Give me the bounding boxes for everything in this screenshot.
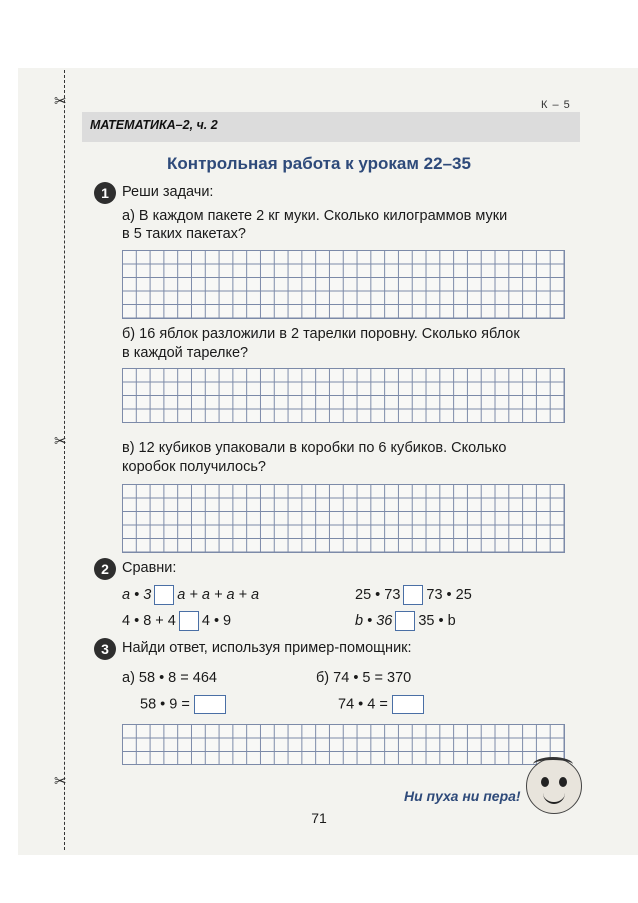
scissors-icon: ✂ [54,773,67,790]
answer-grid-1b[interactable] [122,368,565,423]
expression: 35 • b [418,612,456,629]
expression: b • 36 [355,612,393,629]
compare-answer-box[interactable] [395,611,415,631]
compare-row-1-right [355,585,472,605]
task1b-line1: б) 16 яблок разложили в 2 тарелки поровну. Сколько яблок [122,326,520,342]
expression: a • 3 [122,586,152,603]
scan-border [0,0,638,68]
task1-heading: Реши задачи: [122,184,214,200]
task3b-example: б) 74 • 5 = 370 [316,670,412,686]
task3a-example: а) 58 • 8 = 464 [122,670,217,686]
expression: 74 • 4 = [338,696,388,713]
answer-grid-1a[interactable] [122,250,565,319]
task1c-line1: в) 12 кубиков упаковали в коробки по 6 кубиков. Сколько [122,440,507,456]
answer-grid-1c[interactable] [122,484,565,553]
compare-row-2-left [122,611,231,631]
page-title: Контрольная работа к урокам 22–35 [167,154,471,173]
motto: Ни пуха ни пера! [404,788,521,804]
cut-line [64,70,65,850]
expression: a + a + a + a [177,586,260,603]
task1a-line2: в 5 таких пакетах? [122,226,246,242]
expression: 4 • 9 [201,612,232,629]
series-title: МАТЕМАТИКА–2, ч. 2 [90,118,218,132]
task3a-task [140,695,226,714]
expression: 4 • 8 + 4 [122,612,176,629]
compare-answer-box[interactable] [179,611,199,631]
test-code: К – 5 [541,99,571,111]
answer-box[interactable] [194,695,226,714]
task1a-line1: а) В каждом пакете 2 кг муки. Сколько килограммов муки [122,208,508,224]
scissors-icon: ✂ [54,93,67,110]
compare-answer-box[interactable] [403,585,423,605]
answer-grid-3[interactable] [122,724,565,765]
task-number-badge: 1 [94,182,116,204]
expression: 25 • 73 [355,586,401,603]
compare-row-1-left [122,585,259,605]
page-number: 71 [311,810,327,826]
task3b-task [338,695,424,714]
scissors-icon: ✂ [54,433,67,450]
task1b-line2: в каждой тарелке? [122,345,249,361]
answer-box[interactable] [392,695,424,714]
expression: 58 • 9 = [140,696,190,713]
expression: 73 • 25 [426,586,472,603]
task-number-badge: 2 [94,558,116,580]
compare-answer-box[interactable] [154,585,174,605]
task-number-badge: 3 [94,638,116,660]
task1c-line2: коробок получилось? [122,459,266,475]
task2-heading: Сравни: [122,560,177,576]
cartoon-boy-icon [526,758,582,814]
compare-row-2-right [355,611,456,631]
task3-heading: Найди ответ, используя пример-помощник: [122,640,412,656]
